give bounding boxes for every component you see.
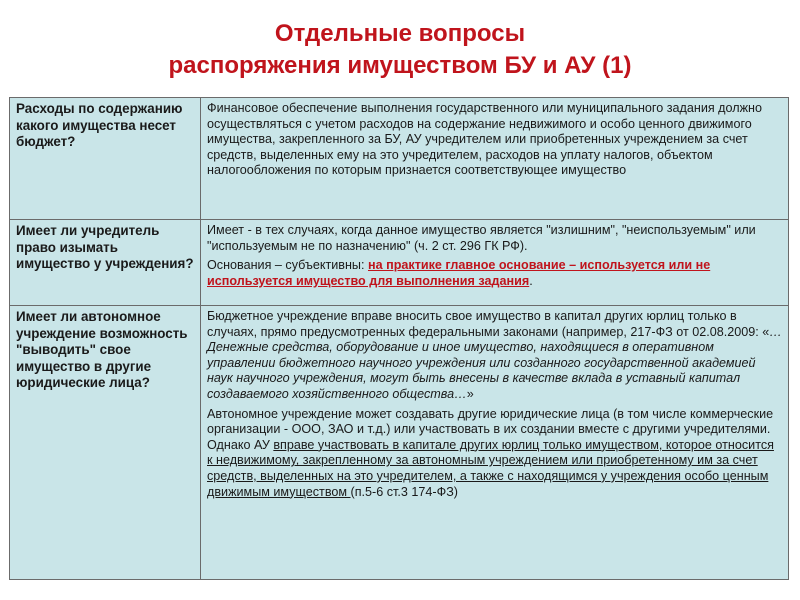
answer-tail: (п.5-6 ст.3 174-ФЗ) [350, 484, 458, 499]
answer-tail: . [529, 273, 533, 288]
answer-text: Финансовое обеспечение выполнения государственного или муниципального задания должно осуществляться с учетом расходов на содержание недвижимого и особо ценного движимого имущества, закрепленного за БУ, АУ учредителем или приобретенных учреждением за счет средств, выделенных ему на это учредителем, расходов на уплату налогов, объектом налогообложения по которым признается соответствующее имущество [207, 101, 762, 178]
answer-lead: Автономное учреждение может создавать другие юридические лица (в том числе коммерческие организации - ООО, ЗАО и т.д.) или участвовать в их создании вместе с другими учредителями. Однако АУ [207, 406, 774, 452]
page-title [0, 18, 800, 82]
title-line-2: распоряжения имуществом БУ и АУ (1) [168, 52, 632, 79]
table-row [10, 220, 789, 306]
answer-paragraph [207, 223, 782, 254]
highlighted-text: на практике главное основание – используется или не используется имущество для выполнения задания [207, 258, 711, 288]
answer-paragraph [207, 309, 782, 403]
question-cell [10, 220, 201, 306]
underlined-text: вправе участвовать в капитале других юрлиц только имуществом, которое относится к недвижимому, закрепленному за автономным учреждением или приобретенному им за счет средств, выделенных на это учредителем, а также с находящимся у учреждения особо ценным движимым имуществом [207, 437, 774, 499]
qa-table [9, 97, 789, 580]
question-text: Имеет ли автономное учреждение возможность "выводить" свое имущество в другие юридические лица? [16, 309, 188, 390]
table-row [10, 306, 789, 580]
title-line-1: Отдельные вопросы [274, 20, 526, 47]
answer-cell [201, 306, 789, 580]
quoted-law-text: …Денежные средства, оборудование и иное имущество, находящиеся в оперативном управлении бюджетного научного учреждения или созданного государственной академией наук научного учреждения, могут быть внесены в качестве вклада в уставный капитал создаваемого хозяйственного общества… [207, 324, 782, 401]
answer-paragraph [207, 258, 782, 289]
answer-paragraph [207, 407, 782, 501]
answer-tail: » [466, 386, 474, 401]
answer-cell [201, 98, 789, 220]
question-cell [10, 98, 201, 220]
answer-lead: Бюджетное учреждение вправе вносить свое имущество в капитал других юрлиц только в случаях, прямо предусмотренных федеральными законами (например, 217-ФЗ от 02.08.2009: « [207, 309, 770, 339]
answer-lead: Основания – субъективны: [207, 258, 368, 273]
answer-cell [201, 220, 789, 306]
question-text: Имеет ли учредитель право изымать имущество у учреждения? [16, 223, 194, 271]
question-cell [10, 306, 201, 580]
question-text: Расходы по содержанию какого имущества несет бюджет? [16, 101, 183, 149]
table-row [10, 98, 789, 220]
answer-text: Имеет - в тех случаях, когда данное имущество является "излишним", "неиспользуемым" или "используемым не по назначению" (ч. 2 ст. 296 ГК РФ). [207, 223, 756, 253]
